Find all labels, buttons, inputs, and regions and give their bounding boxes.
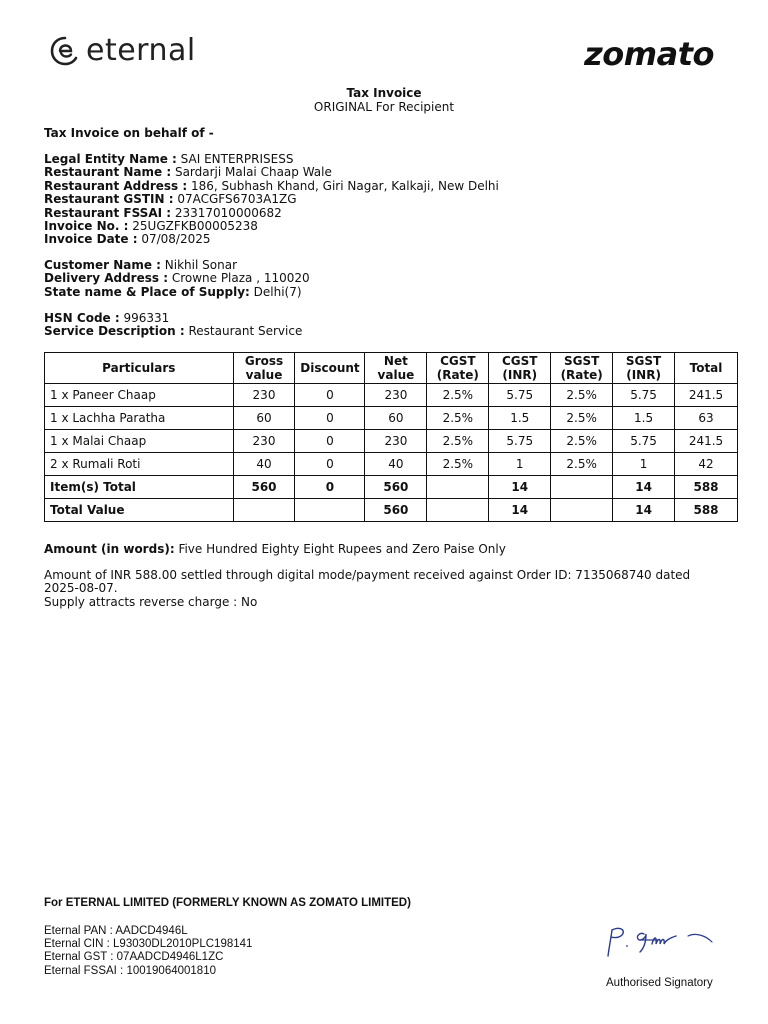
signature-image	[600, 922, 730, 966]
cell-gross-value	[233, 499, 295, 522]
invoice-no-label: Invoice No. :	[44, 219, 129, 234]
table-row	[45, 499, 738, 522]
cell-sgst-inr: 5.75	[613, 384, 675, 407]
invoice-date-row	[44, 233, 499, 246]
cell-net-value: 230	[365, 430, 427, 453]
restaurant-details	[44, 153, 499, 247]
cell-particulars: 1 x Lachha Paratha	[45, 407, 234, 430]
header-sgst-rate: SGST (Rate)	[551, 353, 613, 384]
cell-cgst-inr: 1.5	[489, 407, 551, 430]
restaurant-name-value: Sardarji Malai Chaap Wale	[171, 165, 332, 180]
delivery-address-row	[44, 272, 310, 285]
footer-company: For ETERNAL LIMITED (FORMERLY KNOWN AS ZOMATO LIMITED)	[44, 897, 411, 909]
cell-net-value: 230	[365, 384, 427, 407]
authorised-signatory-label: Authorised Signatory	[606, 977, 713, 989]
invoice-title-block	[0, 86, 768, 114]
eternal-gst: Eternal GST : 07AADCD4946L1ZC	[44, 951, 224, 964]
service-desc-value: Restaurant Service	[184, 324, 303, 339]
hsn-row	[44, 312, 302, 325]
cell-cgst-inr: 1	[489, 453, 551, 476]
cell-gross-value: 230	[233, 430, 295, 453]
table-row	[45, 453, 738, 476]
eternal-pan: Eternal PAN : AADCD4946L	[44, 925, 188, 937]
table-row	[45, 430, 738, 453]
invoice-date-label: Invoice Date :	[44, 232, 138, 247]
service-details	[44, 312, 302, 339]
cell-sgst-rate: 2.5%	[551, 384, 613, 407]
cell-cgst-rate: 2.5%	[427, 384, 489, 407]
eternal-wordmark: eternal	[86, 33, 196, 68]
table-row	[45, 476, 738, 499]
cell-sgst-inr: 14	[613, 499, 675, 522]
state-supply-value: Delhi(7)	[249, 284, 302, 299]
customer-details	[44, 259, 310, 299]
cell-sgst-inr: 14	[613, 476, 675, 499]
cell-gross-value: 230	[233, 384, 295, 407]
header-cgst-inr: CGST (INR)	[489, 353, 551, 384]
cell-sgst-inr: 5.75	[613, 430, 675, 453]
restaurant-fssai-label: Restaurant FSSAI :	[44, 205, 172, 220]
legal-entity-row	[44, 153, 499, 166]
cell-cgst-inr: 14	[489, 499, 551, 522]
cell-total: 588	[675, 476, 738, 499]
cell-cgst-inr: 5.75	[489, 430, 551, 453]
cell-cgst-rate	[427, 476, 489, 499]
amount-words-label: Amount (in words):	[44, 542, 175, 556]
cell-particulars: Total Value	[45, 499, 234, 522]
eternal-logo-icon	[48, 34, 82, 68]
restaurant-address-value: 186, Subhash Khand, Giri Nagar, Kalkaji, New Delhi	[187, 178, 499, 193]
header-sgst-inr: SGST (INR)	[613, 353, 675, 384]
delivery-address-label: Delivery Address :	[44, 271, 168, 286]
cell-discount: 0	[295, 476, 365, 499]
cell-net-value: 40	[365, 453, 427, 476]
table-row	[45, 384, 738, 407]
cell-net-value: 60	[365, 407, 427, 430]
cell-sgst-rate: 2.5%	[551, 407, 613, 430]
restaurant-address-label: Restaurant Address :	[44, 178, 188, 193]
eternal-logo	[48, 34, 196, 68]
table-row	[45, 407, 738, 430]
restaurant-gstin-row	[44, 193, 499, 206]
cell-total: 241.5	[675, 430, 738, 453]
cell-total: 241.5	[675, 384, 738, 407]
state-supply-row	[44, 286, 310, 299]
cell-sgst-rate	[551, 499, 613, 522]
state-supply-label: State name & Place of Supply:	[44, 284, 250, 299]
cell-gross-value: 560	[233, 476, 295, 499]
cell-particulars: 1 x Paneer Chaap	[45, 384, 234, 407]
cell-particulars: 2 x Rumali Roti	[45, 453, 234, 476]
service-desc-label: Service Description :	[44, 324, 185, 339]
customer-name-value: Nikhil Sonar	[160, 258, 237, 272]
footer-ids	[44, 925, 252, 978]
settlement-line-1: Amount of INR 588.00 settled through digital mode/payment received against Order ID: 7135068740 dated	[44, 568, 691, 582]
cell-total: 63	[675, 407, 738, 430]
restaurant-gstin-label: Restaurant GSTIN :	[44, 192, 174, 207]
cell-net-value: 560	[365, 499, 427, 522]
cell-total: 42	[675, 453, 738, 476]
cell-cgst-rate: 2.5%	[427, 407, 489, 430]
handwritten-signature-icon	[600, 922, 730, 962]
invoice-date-value: 07/08/2025	[137, 232, 211, 247]
cell-discount: 0	[295, 453, 365, 476]
items-table	[44, 352, 738, 522]
legal-entity-value: SAI ENTERPRISESS	[176, 152, 294, 166]
customer-name-row	[44, 259, 310, 272]
eternal-fssai: Eternal FSSAI : 10019064001810	[44, 964, 216, 977]
cell-cgst-rate: 2.5%	[427, 430, 489, 453]
customer-name-label: Customer Name :	[44, 258, 161, 272]
invoice-title: Tax Invoice	[346, 86, 422, 100]
eternal-cin: Eternal CIN : L93030DL2010PLC198141	[44, 938, 253, 951]
header-gross-value: Gross value	[233, 353, 295, 384]
cell-sgst-rate	[551, 476, 613, 499]
cell-particulars: Item(s) Total	[45, 476, 234, 499]
cell-particulars: 1 x Malai Chaap	[45, 430, 234, 453]
cell-cgst-inr: 5.75	[489, 384, 551, 407]
restaurant-name-row	[44, 166, 499, 179]
cell-sgst-inr: 1	[613, 453, 675, 476]
header-particulars: Particulars	[45, 353, 234, 384]
invoice-no-row	[44, 220, 499, 233]
hsn-value: 996331	[119, 311, 170, 325]
service-desc-row	[44, 325, 302, 338]
reverse-charge-line: Supply attracts reverse charge : No	[44, 594, 258, 609]
amount-in-words	[44, 542, 506, 556]
cell-discount: 0	[295, 430, 365, 453]
settlement-note	[44, 569, 744, 609]
cell-gross-value: 60	[233, 407, 295, 430]
cell-cgst-inr: 14	[489, 476, 551, 499]
cell-discount: 0	[295, 407, 365, 430]
hsn-label: HSN Code :	[44, 311, 120, 325]
cell-cgst-rate: 2.5%	[427, 453, 489, 476]
settlement-line-2: 2025-08-07.	[44, 581, 118, 596]
cell-net-value: 560	[365, 476, 427, 499]
cell-gross-value: 40	[233, 453, 295, 476]
legal-entity-label: Legal Entity Name :	[44, 152, 177, 166]
amount-words-value: Five Hundred Eighty Eight Rupees and Zero Paise Only	[174, 542, 506, 556]
header-net-value: Net value	[365, 353, 427, 384]
restaurant-fssai-row	[44, 207, 499, 220]
invoice-subtitle: ORIGINAL For Recipient	[313, 100, 455, 114]
cell-sgst-rate: 2.5%	[551, 430, 613, 453]
restaurant-gstin-value: 07ACGFS6703A1ZG	[173, 192, 297, 207]
behalf-label: Tax Invoice on behalf of -	[44, 126, 214, 140]
cell-discount: 0	[295, 384, 365, 407]
table-header-row	[45, 353, 738, 384]
invoice-no-value: 25UGZFKB00005238	[128, 219, 258, 234]
cell-sgst-rate: 2.5%	[551, 453, 613, 476]
cell-sgst-inr: 1.5	[613, 407, 675, 430]
cell-discount	[295, 499, 365, 522]
header-discount: Discount	[295, 353, 365, 384]
cell-total: 588	[675, 499, 738, 522]
header-total: Total	[675, 353, 738, 384]
cell-cgst-rate	[427, 499, 489, 522]
restaurant-fssai-value: 23317010000682	[171, 205, 282, 220]
zomato-logo: zomato	[584, 35, 714, 73]
header-cgst-rate: CGST (Rate)	[427, 353, 489, 384]
delivery-address-value: Crowne Plaza , 110020	[168, 271, 310, 286]
restaurant-name-label: Restaurant Name :	[44, 165, 172, 180]
restaurant-address-row	[44, 180, 499, 193]
